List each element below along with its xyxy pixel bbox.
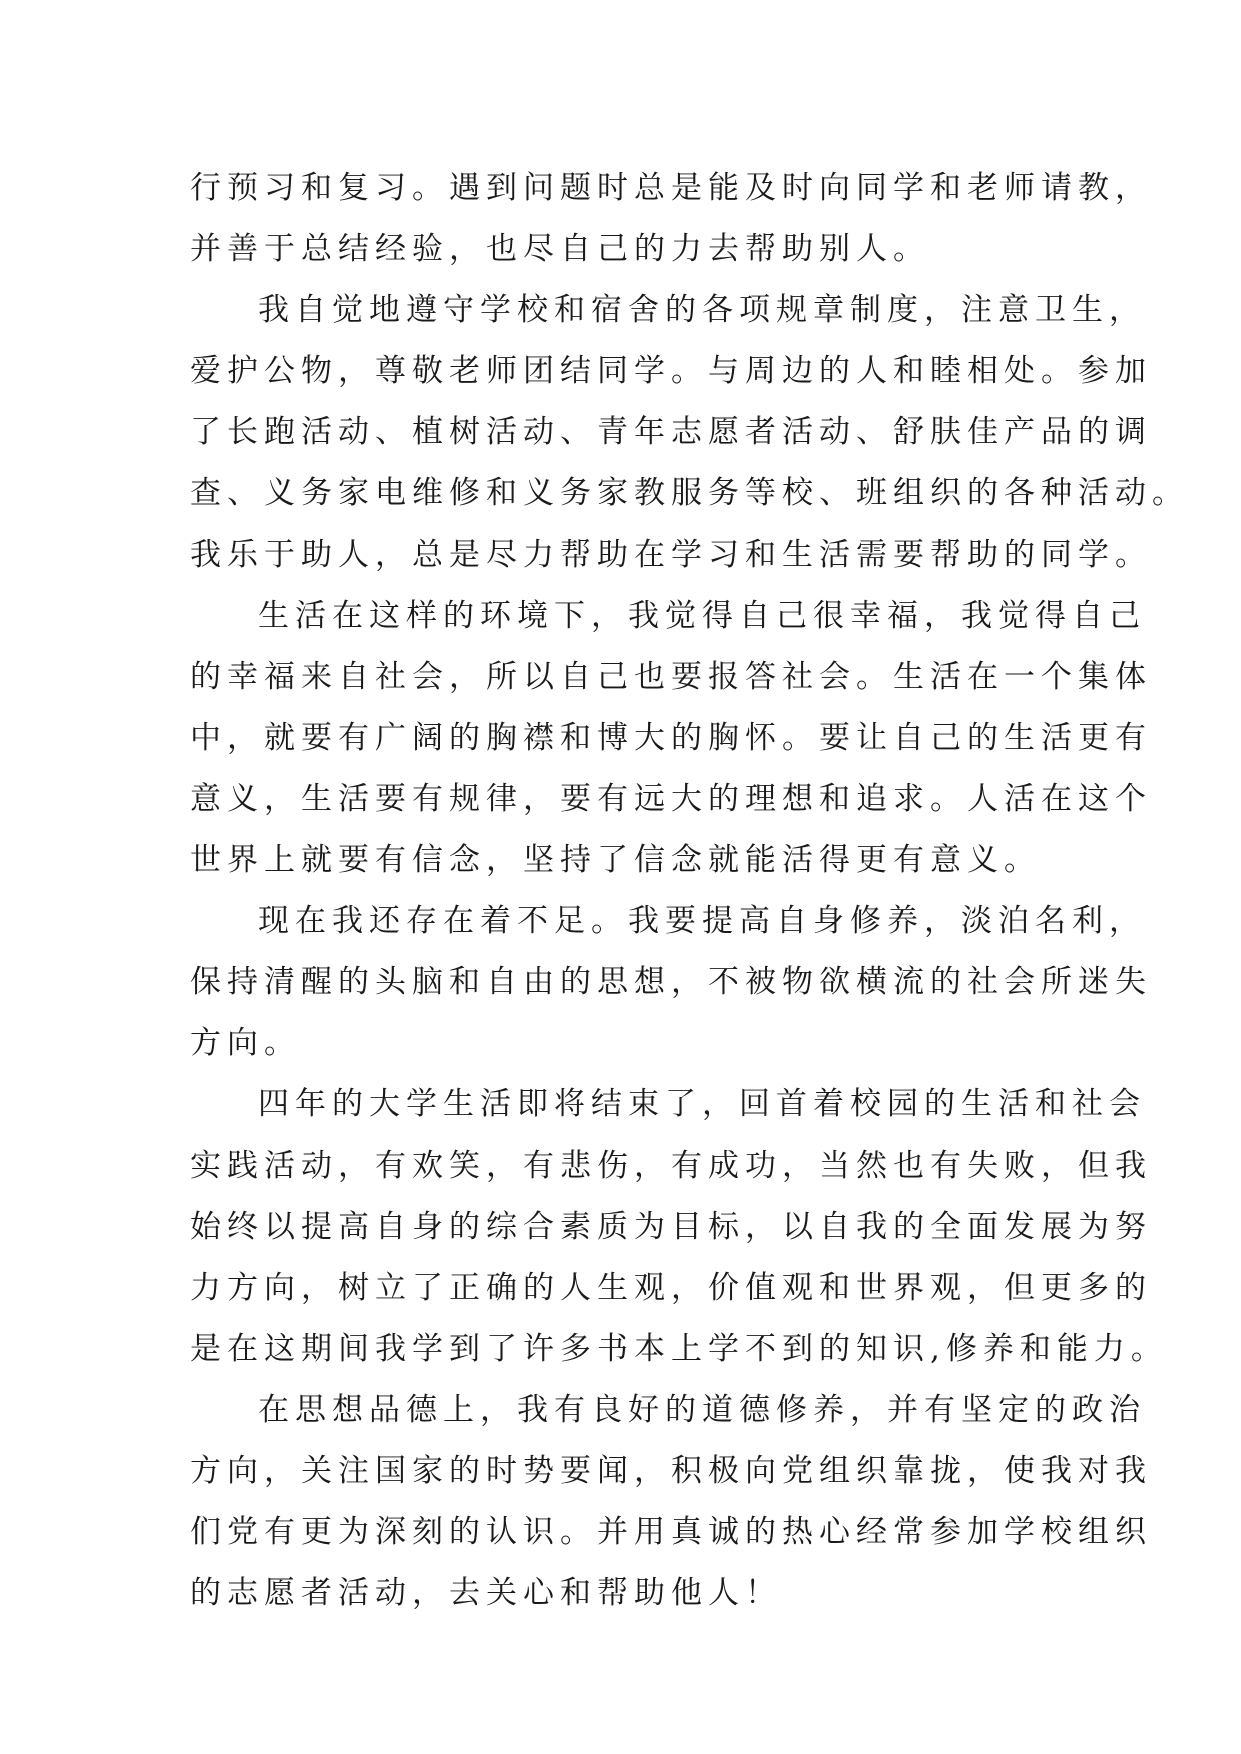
text-line: 始终以提高自身的综合素质为目标，以自我的全面发展为努 [190, 1208, 1152, 1245]
document-body [190, 158, 1189, 1624]
text-line: 的志愿者活动，去关心和帮助他人！ [190, 1575, 782, 1612]
text-line: 生活在这样的环境下，我觉得自己很幸福，我觉得自己 [258, 597, 1146, 634]
text-line: 保持清醒的头脑和自由的思想，不被物欲横流的社会所迷失 [190, 964, 1152, 1001]
text-line: 我乐于助人，总是尽力帮助在学习和生活需要帮助的同学。 [190, 536, 1152, 573]
text-line: 们党有更为深刻的认识。并用真诚的热心经常参加学校组织 [190, 1514, 1152, 1551]
text-line: 中，就要有广阔的胸襟和博大的胸怀。要让自己的生活更有 [190, 719, 1152, 756]
text-line: 世界上就要有信念，坚持了信念就能活得更有意义。 [190, 842, 1041, 879]
text-line: 方向，关注国家的时势要闻，积极向党组织靠拢，使我对我 [190, 1452, 1152, 1489]
text-line: 四年的大学生活即将结束了，回首着校园的生活和社会 [258, 1086, 1146, 1123]
text-line: 是在这期间我学到了许多书本上学不到的知识,修养和能力。 [190, 1330, 1168, 1367]
text-line: 行预习和复习。遇到问题时总是能及时向同学和老师请教， [190, 170, 1152, 206]
text-line: 方向。 [190, 1025, 301, 1062]
text-line: 意义，生活要有规律，要有远大的理想和追求。人活在这个 [190, 780, 1152, 817]
text-line: 力方向，树立了正确的人生观，价值观和世界观，但更多的 [190, 1269, 1152, 1306]
text-line: 查、义务家电维修和义务家教服务等校、班组织的各种活动。 [190, 475, 1189, 512]
text-line: 我自觉地遵守学校和宿舍的各项规章制度，注意卫生， [258, 292, 1146, 329]
text-line: 的幸福来自社会，所以自己也要报答社会。生活在一个集体 [190, 658, 1152, 695]
text-line: 实践活动，有欢笑，有悲伤，有成功，当然也有失败，但我 [190, 1147, 1152, 1184]
text-line: 爱护公物，尊敬老师团结同学。与周边的人和睦相处。参加 [190, 353, 1152, 390]
text-line: 现在我还存在着不足。我要提高自身修养，淡泊名利， [258, 903, 1146, 940]
text-line: 了长跑活动、植树活动、青年志愿者活动、舒肤佳产品的调 [190, 414, 1152, 451]
text-line: 在思想品德上，我有良好的道德修养，并有坚定的政治 [258, 1391, 1146, 1428]
text-line: 并善于总结经验，也尽自己的力去帮助别人。 [190, 231, 930, 268]
